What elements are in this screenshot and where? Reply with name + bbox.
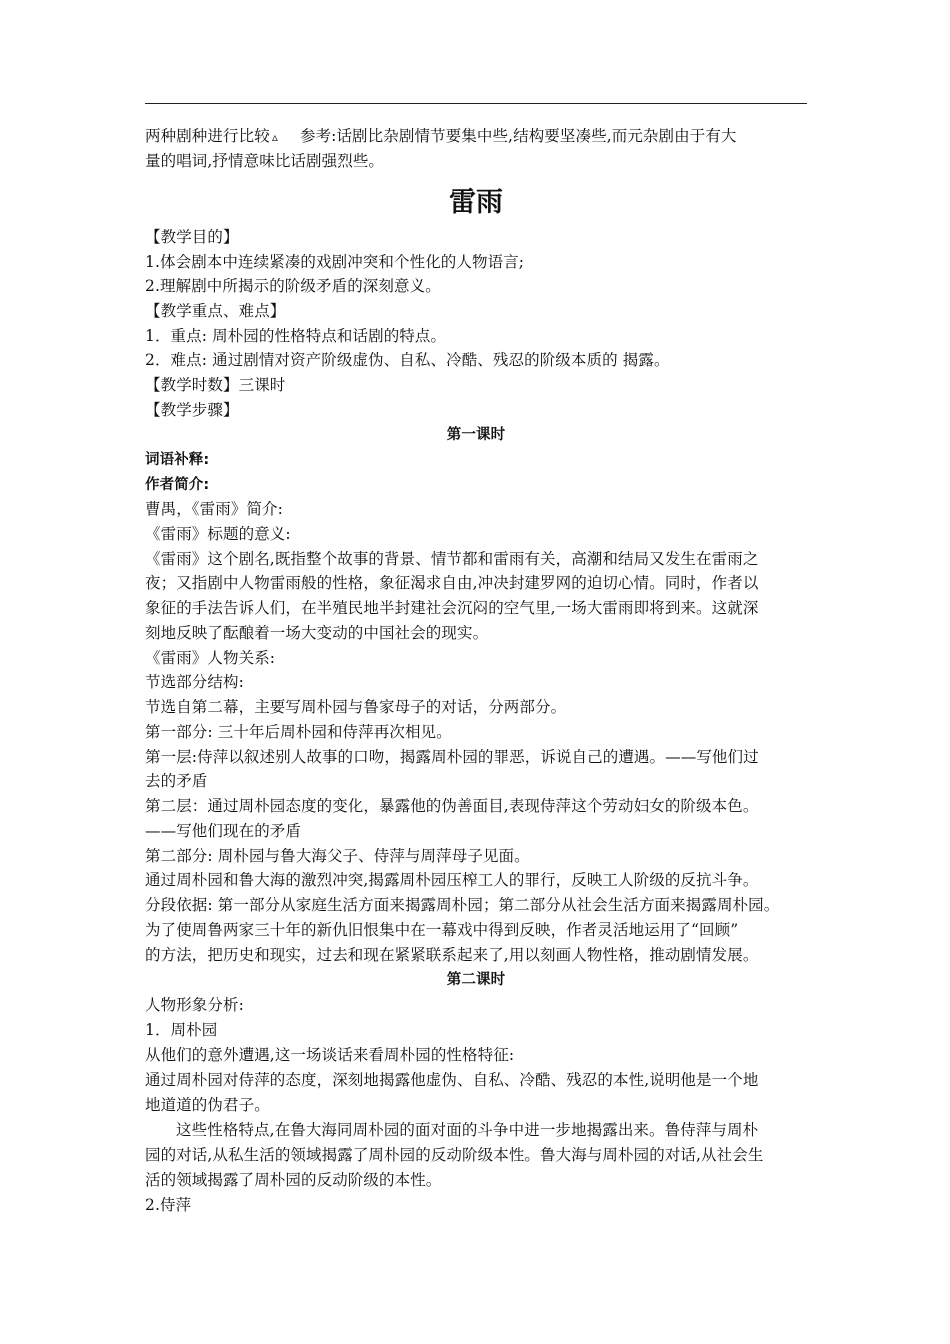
- lesson-heading-1: 第一课时: [446, 427, 506, 443]
- text-line: 第一层:侍萍以叙述别人故事的口吻，揭露周朴园的罪恶，诉说自己的遭遇。——写他们过: [145, 748, 759, 766]
- text-line: 象征的手法告诉人们，在半殖民地半封建社会沉闷的空气里,一场大雷雨即将到来。这就深: [145, 599, 759, 617]
- text-line: 夜；又指剧中人物雷雨般的性格，象征渴求自由,冲决封建罗网的迫切心情。同时，作者以: [145, 574, 759, 592]
- text-line: 节选部分结构:: [145, 673, 244, 691]
- text-line: 人物形象分析:: [145, 996, 244, 1014]
- text-line: 为了使周鲁两家三十年的新仇旧恨集中在一幕戏中得到反映，作者灵活地运用了“回顾”: [145, 921, 739, 939]
- intro-line-1: [145, 124, 737, 150]
- text-line: 活的领域揭露了周朴园的反动阶级的本性。: [145, 1171, 442, 1189]
- intro-text-a: 两种剧种进行比较: [145, 127, 270, 145]
- text-line: 去的矛盾: [145, 772, 208, 790]
- text-line: 第二部分: 周朴园与鲁大海父子、侍萍与周萍母子见面。: [145, 847, 530, 865]
- intro-line-2: 量的唱词,抒情意味比话剧强烈些。: [145, 152, 385, 170]
- lesson-heading-2: 第二课时: [446, 972, 506, 988]
- text-line: 1．周朴园: [145, 1021, 218, 1039]
- subheading-author: 作者简介:: [145, 477, 210, 493]
- text-line: 第二层：通过周朴园态度的变化，暴露他的伪善面目,表现侍萍这个劳动妇女的阶级本色。: [145, 797, 759, 815]
- text-line: 刻地反映了酝酿着一场大变动的中国社会的现实。: [145, 624, 489, 642]
- header-rule: [145, 103, 807, 104]
- text-line: 《雷雨》人物关系:: [145, 649, 276, 667]
- focus-item-1: 1．重点: 周朴园的性格特点和话剧的特点。: [145, 327, 447, 345]
- goal-item-1: 1.体会剧本中连续紧凑的戏剧冲突和个性化的人物语言;: [145, 253, 525, 271]
- text-line: 通过周朴园对侍萍的态度，深刻地揭露他虚伪、自私、冷酷、残忍的本性,说明他是一个地: [145, 1071, 759, 1089]
- text-line: 2.侍萍: [145, 1196, 192, 1214]
- text-line: 曹禺，《雷雨》简介:: [145, 500, 283, 518]
- text-line: 《雷雨》这个剧名,既指整个故事的背景、情节都和雷雨有关，高潮和结局又发生在雷雨之: [145, 550, 759, 568]
- text-line: 第一部分: 三十年后周朴园和侍萍再次相见。: [145, 723, 452, 741]
- intro-text-b: 参考:话剧比杂剧情节要集中些,结构要坚凑些,而元杂剧由于有大: [299, 127, 737, 145]
- text-line: ——写他们现在的矛盾: [145, 822, 302, 840]
- text-line: 园的对话,从私生活的领域揭露了周朴园的反动阶级本性。鲁大海与周朴园的对话,从社会生: [145, 1146, 764, 1164]
- text-line: 的方法，把历史和现实，过去和现在紧紧联系起来了,用以刻画人物性格，推动剧情发展。: [145, 946, 759, 964]
- text-line: 节选自第二幕，主要写周朴园与鲁家母子的对话，分两部分。: [145, 698, 567, 716]
- section-heading-hours: 【教学时数】三课时: [145, 376, 286, 394]
- document-title: 雷雨: [449, 187, 503, 218]
- goal-item-2: 2.理解剧中所揭示的阶级矛盾的深刻意义。: [145, 277, 441, 295]
- section-heading-steps: 【教学步骤】: [145, 401, 239, 419]
- section-heading-focus: 【教学重点、难点】: [145, 302, 286, 320]
- text-line: 分段依据: 第一部分从家庭生活方面来揭露周朴园；第二部分从社会生活方面来揭露周朴园。: [145, 896, 780, 914]
- subheading-vocabulary: 词语补释:: [145, 452, 210, 468]
- text-line: 《雷雨》标题的意义:: [145, 525, 291, 543]
- text-line: 这些性格特点,在鲁大海同周朴园的面对面的斗争中进一步地揭露出来。鲁侍萍与周朴: [176, 1121, 759, 1139]
- focus-item-2: 2．难点: 通过剧情对资产阶级虚伪、自私、冷酷、残忍的阶级本质的 揭露。: [145, 351, 670, 369]
- text-line: 从他们的意外遭遇,这一场谈话来看周朴园的性格特征:: [145, 1046, 515, 1064]
- text-line: 通过周朴园和鲁大海的激烈冲突,揭露周朴园压榨工人的罪行，反映工人阶级的反抗斗争。: [145, 871, 759, 889]
- section-heading-goals: 【教学目的】: [145, 228, 239, 246]
- triangle-icon: ▵: [271, 130, 278, 144]
- text-line: 地道道的伪君子。: [145, 1096, 270, 1114]
